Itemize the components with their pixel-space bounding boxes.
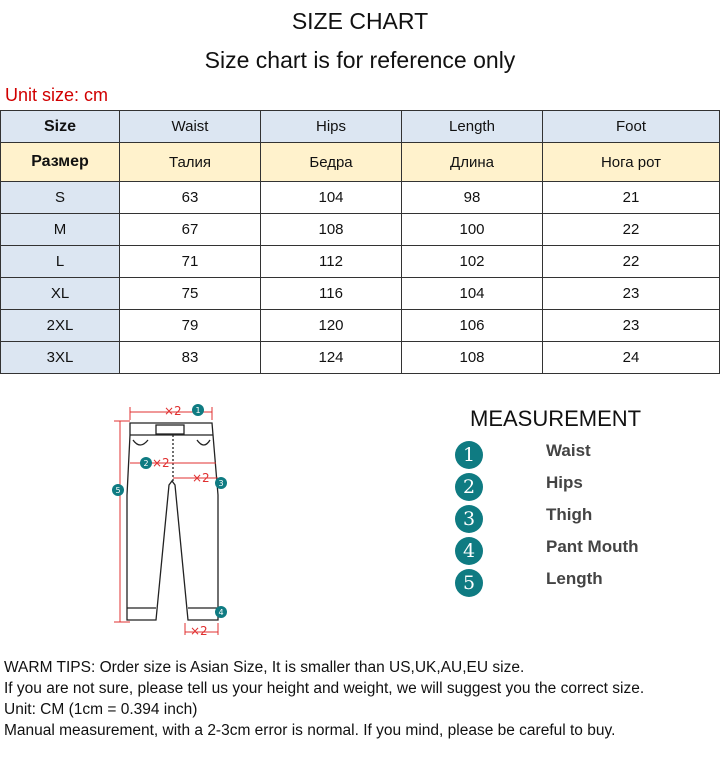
pants-diagram xyxy=(100,395,240,640)
measurement-label: Length xyxy=(546,569,603,588)
size-table xyxy=(0,110,720,374)
table-row xyxy=(1,310,720,342)
value-cell: 100 xyxy=(402,214,543,246)
value-cell: 98 xyxy=(402,182,543,214)
value-cell: 22 xyxy=(543,214,720,246)
value-cell: 112 xyxy=(261,246,402,278)
number-badge-icon: 5 xyxy=(455,569,483,597)
number-badge-icon: 4 xyxy=(455,537,483,565)
header-cell: Размер xyxy=(1,143,120,182)
table-row xyxy=(1,214,720,246)
multiplier-label: ×2 xyxy=(164,404,182,418)
value-cell: 104 xyxy=(261,182,402,214)
tip-line: WARM TIPS: Order size is Asian Size, It is smaller than US,UK,AU,EU size. xyxy=(4,659,525,676)
number-badge-icon: 2 xyxy=(455,473,483,501)
value-cell: 124 xyxy=(261,342,402,374)
marker-1: 1 xyxy=(195,406,201,415)
size-cell: 2XL xyxy=(1,310,120,342)
value-cell: 75 xyxy=(120,278,261,310)
value-cell: 79 xyxy=(120,310,261,342)
value-cell: 22 xyxy=(543,246,720,278)
size-cell: S xyxy=(1,182,120,214)
multiplier-label: ×2 xyxy=(190,624,208,638)
value-cell: 120 xyxy=(261,310,402,342)
warm-tips xyxy=(4,657,644,741)
size-cell: L xyxy=(1,246,120,278)
table-row xyxy=(1,342,720,374)
value-cell: 23 xyxy=(543,310,720,342)
page-subtitle: Size chart is for reference only xyxy=(204,47,516,73)
value-cell: 108 xyxy=(261,214,402,246)
measurement-label: Waist xyxy=(546,441,591,460)
marker-5: 5 xyxy=(115,486,121,495)
marker-2: 2 xyxy=(143,459,149,468)
value-cell: 104 xyxy=(402,278,543,310)
number-badge-icon: 1 xyxy=(455,441,483,469)
page-title: SIZE CHART xyxy=(291,8,429,34)
value-cell: 67 xyxy=(120,214,261,246)
header-cell: Бедра xyxy=(261,143,402,182)
unit-label: Unit size: cm xyxy=(5,85,109,105)
multiplier-label: ×2 xyxy=(152,456,170,470)
tip-line: If you are not sure, please tell us your height and weight, we will suggest you the correct size. xyxy=(4,680,645,697)
header-cell: Hips xyxy=(261,111,402,143)
value-cell: 24 xyxy=(543,342,720,374)
size-cell: XL xyxy=(1,278,120,310)
value-cell: 102 xyxy=(402,246,543,278)
value-cell: 108 xyxy=(402,342,543,374)
multiplier-label: ×2 xyxy=(192,471,210,485)
number-badge-icon: 3 xyxy=(455,505,483,533)
value-cell: 63 xyxy=(120,182,261,214)
tip-line: Manual measurement, with a 2-3cm error is normal. If you mind, please be careful to buy. xyxy=(4,722,616,739)
marker-3: 3 xyxy=(218,479,224,488)
header-cell: Талия xyxy=(120,143,261,182)
measurement-label: Hips xyxy=(546,473,583,492)
header-cell: Нога рот xyxy=(543,143,720,182)
header-cell: Length xyxy=(402,111,543,143)
size-cell: 3XL xyxy=(1,342,120,374)
value-cell: 83 xyxy=(120,342,261,374)
measurement-label: Pant Mouth xyxy=(546,537,639,556)
header-cell: Foot xyxy=(543,111,720,143)
tip-line: Unit: CM (1cm = 0.394 inch) xyxy=(4,701,198,718)
marker-4: 4 xyxy=(218,608,224,617)
table-row xyxy=(1,246,720,278)
size-cell: M xyxy=(1,214,120,246)
value-cell: 23 xyxy=(543,278,720,310)
header-cell: Size xyxy=(1,111,120,143)
header-cell: Длина xyxy=(402,143,543,182)
value-cell: 116 xyxy=(261,278,402,310)
header-cell: Waist xyxy=(120,111,261,143)
measurement-title: MEASUREMENT xyxy=(470,406,642,431)
measurement-label: Thigh xyxy=(546,505,593,524)
value-cell: 106 xyxy=(402,310,543,342)
value-cell: 71 xyxy=(120,246,261,278)
table-row xyxy=(1,182,720,214)
header-row-english xyxy=(1,111,720,143)
value-cell: 21 xyxy=(543,182,720,214)
table-row xyxy=(1,278,720,310)
header-row-russian xyxy=(1,143,720,182)
